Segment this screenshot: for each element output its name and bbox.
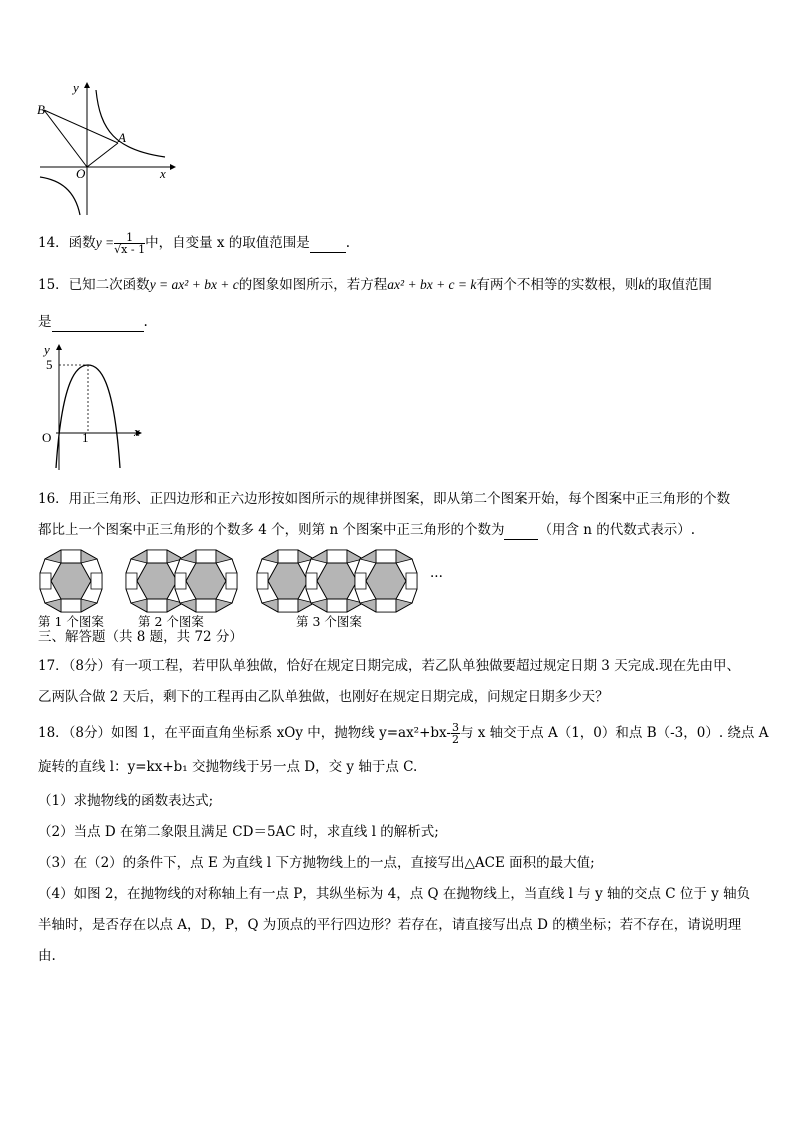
q16-answer-blank xyxy=(504,521,538,540)
question-18-part3: （3）在（2）的条件下，点 E 为直线 l 下方抛物线上的一点，直接写出△ACE 面积的最大值; xyxy=(38,855,595,871)
q14-suffix: 中，自变量 x 的取值范围是 xyxy=(145,235,310,251)
pattern-1 xyxy=(40,550,102,612)
q14-answer-blank xyxy=(310,234,346,253)
question-18-line1: 18．（8分）如图 1，在平面直角坐标系 xOy 中，抛物线 y=ax²+bx- $\frac{3}{2}$ 与 x 轴交于点 A（1，0）和点 B（-3，0）. 绕点 A xyxy=(38,721,769,746)
q15-mid: 的图象如图所示，若方程 xyxy=(238,277,388,293)
hyperbola-graph xyxy=(30,80,180,220)
q15-prefix: 15．已知二次函数 xyxy=(38,277,150,293)
q14-prefix: 14．函数 xyxy=(38,235,96,251)
question-18-part4-line3: 由. xyxy=(38,948,56,964)
question-18-part1: （1）求抛物线的函数表达式; xyxy=(38,793,214,809)
q18-fraction: $\frac{3}{2}$ xyxy=(451,721,459,746)
point-label-b: B xyxy=(37,102,45,117)
question-18-line2: 旋转的直线 l：y=kx+b₁ 交抛物线于另一点 D，交 y 轴于点 C. xyxy=(38,759,418,775)
q15-equation: ax² + bx + c = k xyxy=(387,277,477,292)
question-17-line2: 乙两队合做 2 天后，剩下的工程再由乙队单独做，也刚好在规定日期完成，问规定日期多少天？ xyxy=(38,689,609,705)
q14-func: y = xyxy=(95,235,115,250)
caption-pattern-2: 第 2 个图案 xyxy=(138,614,204,629)
question-18-part2: （2）当点 D 在第二象限且满足 CD＝5AC 时，求直线 l 的解析式; xyxy=(38,824,439,840)
pattern-3 xyxy=(257,550,417,612)
origin-label: O xyxy=(42,430,52,445)
pattern-figures xyxy=(38,548,468,618)
axis-label-x: x xyxy=(160,166,166,181)
q15-suffix: 有两个不相等的实数根，则 xyxy=(476,277,639,293)
pattern-2 xyxy=(126,550,237,612)
tick-label-1: 1 xyxy=(82,430,89,445)
question-15-line2: 是 . xyxy=(38,314,148,330)
question-14: 14．函数y = $\frac{1}{√x - 1}$ 中，自变量 x 的取值范围是 . xyxy=(38,231,351,256)
q15-func: y = ax² + bx + c xyxy=(149,277,239,292)
question-15-line1: 15．已知二次函数y = ax² + bx + c的图象如图所示，若方程ax² + bx + c = k有两个不相等的实数根，则k的取值范围 xyxy=(38,277,712,293)
figure-parabola xyxy=(36,340,148,472)
question-18-part4-line2: 半轴时，是否存在以点 A，D，P，Q 为顶点的平行四边形？若存在，请直接写出点 D 的横坐标；若不存在，请说明理 xyxy=(38,917,742,933)
caption-pattern-1: 第 1 个图案 xyxy=(38,614,104,629)
question-18-part4-line1: （4）如图 2，在抛物线的对称轴上有一点 P，其纵坐标为 4，点 Q 在抛物线上，当直线 l 与 y 轴的交点 C 位于 y 轴负 xyxy=(38,886,751,902)
question-16-line1: 16．用正三角形、正四边形和正六边形按如图所示的规律拼图案，即从第二个图案开始，每个图案中正三角形的个数 xyxy=(38,491,731,507)
question-16-line2: 都比上一个图案中正三角形的个数多 4 个，则第 n 个图案中正三角形的个数为 （用含 n 的代数式表示）. xyxy=(38,522,696,538)
origin-label: O xyxy=(76,166,86,181)
parabola-graph xyxy=(36,340,148,472)
tick-label-5: 5 xyxy=(46,357,53,372)
axis-label-x: x xyxy=(134,424,140,439)
q15-answer-blank xyxy=(52,313,144,332)
section-heading: 三、解答题（共 8 题，共 72 分） xyxy=(38,629,243,645)
pattern-ellipsis: ··· xyxy=(430,569,443,585)
figure-hyperbola xyxy=(30,80,180,220)
question-17-line1: 17．（8分）有一项工程，若甲队单独做，恰好在规定日期完成，若乙队单独做要超过规定日期 3 天完成.现在先由甲、 xyxy=(38,658,740,674)
axis-label-y: y xyxy=(73,80,79,95)
caption-pattern-3: 第 3 个图案 xyxy=(296,614,362,629)
axis-label-y: y xyxy=(44,342,50,357)
point-label-a: A xyxy=(118,130,126,145)
q14-fraction: $\frac{1}{√x - 1}$ xyxy=(114,231,146,256)
